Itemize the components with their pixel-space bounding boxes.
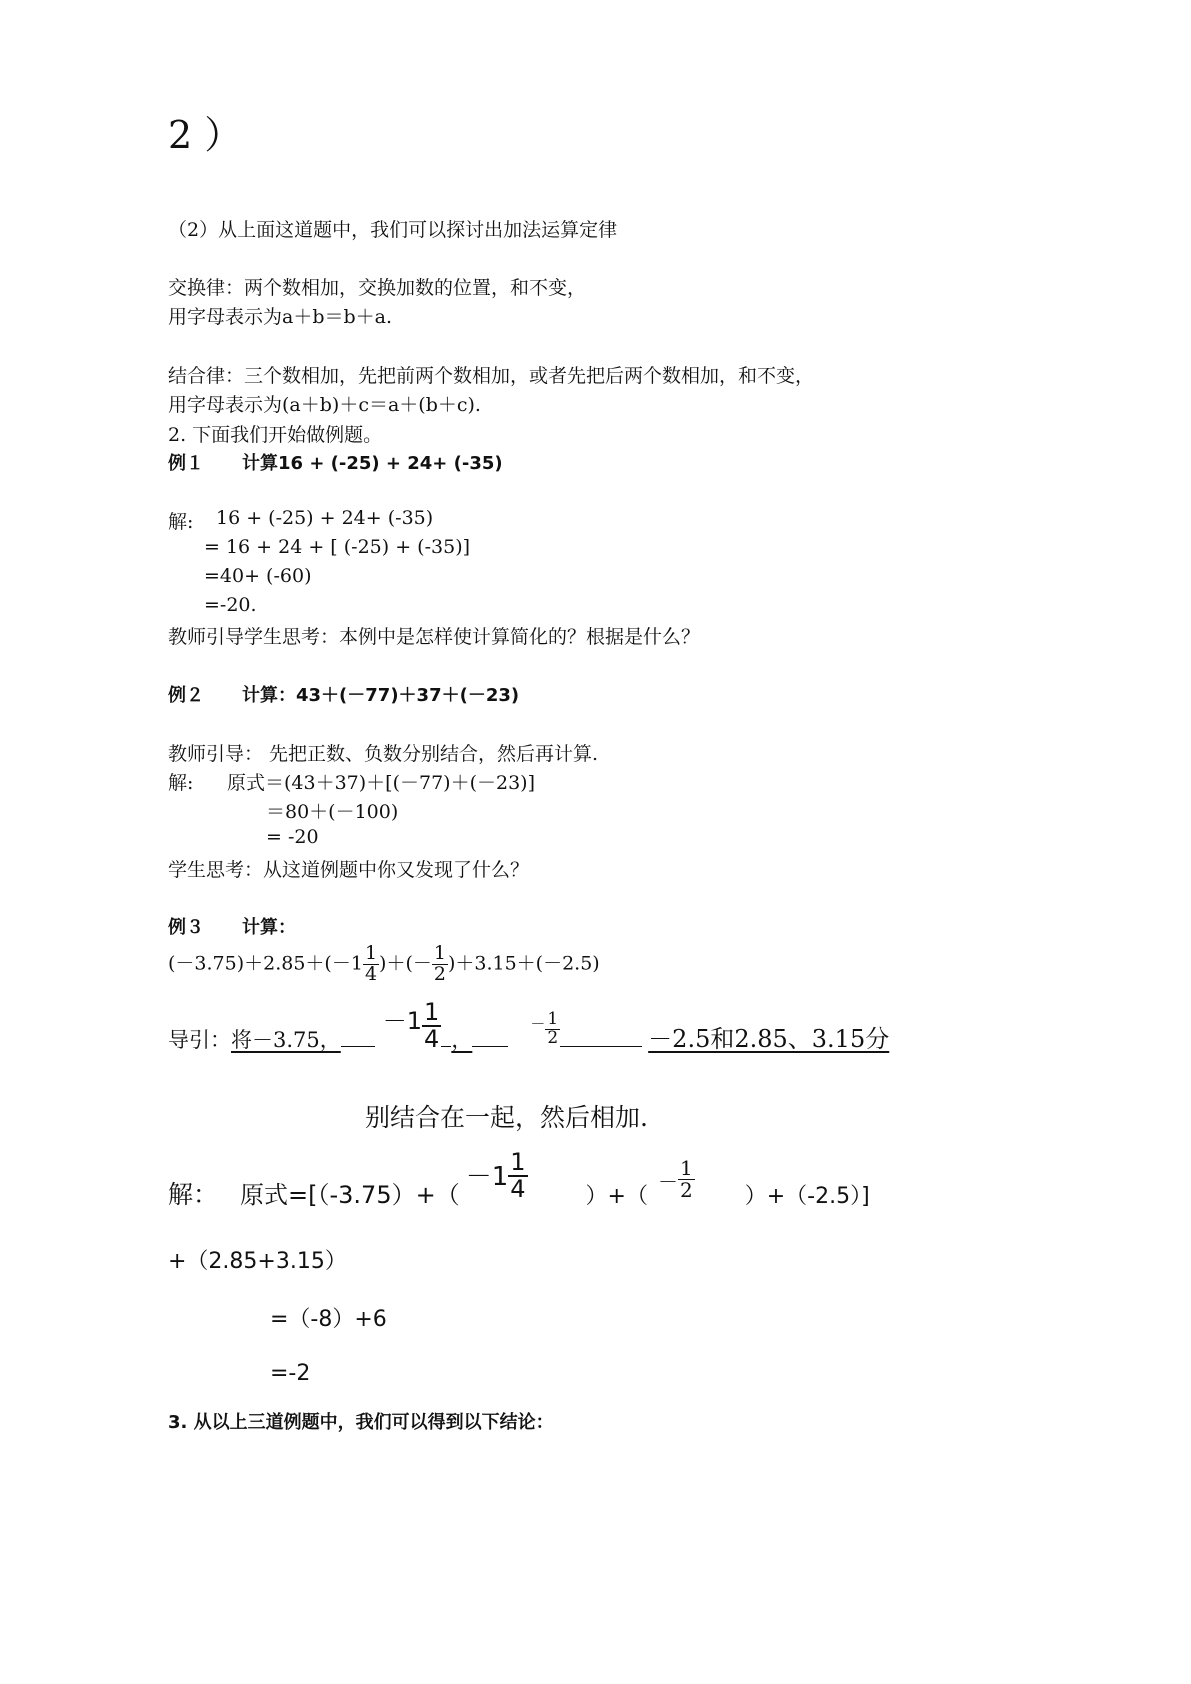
step-3-conclusion: 3. 从以上三道例题中，我们可以得到以下结论：: [168, 1412, 554, 1433]
example-3-guide-line-2: 别结合在一起，然后相加.: [365, 1103, 648, 1132]
section-heading: 2 ）: [168, 113, 243, 157]
example-3-solution-line-4: =-2: [270, 1361, 311, 1386]
guide-part-1: 将－3.75，: [231, 1028, 341, 1053]
example-1-title: 计算16 + (-25) + 24+ (-35): [242, 453, 503, 474]
guide-comma: ，: [451, 1028, 473, 1053]
mixed-number-fraction: [422, 1000, 441, 1052]
step-2-text: 2. 下面我们开始做例题。: [168, 424, 383, 446]
fraction-denominator: 2: [679, 1178, 693, 1203]
commutative-formula: 用字母表示为a＋b＝b＋a.: [168, 306, 393, 328]
blank-line: [472, 1045, 508, 1047]
example-3-solution: [168, 1150, 870, 1211]
example-3-label: 例３: [168, 917, 204, 938]
example-1-step-1: 16 + (-25) + 24+ (-35): [216, 507, 434, 529]
example-1-step-3: =40+ (-60): [204, 565, 312, 587]
fraction-one-half: [545, 1011, 560, 1048]
fraction-numerator: 1: [510, 1148, 526, 1176]
example-2-step-1: 原式＝(43＋37)＋[(－77)＋(－23)]: [227, 772, 536, 794]
associative-law: 结合律：三个数相加，先把前两个数相加，或者先把后两个数相加，和不变，: [168, 365, 815, 387]
expression-part: (－3.75)＋2.85＋(－1: [168, 952, 363, 975]
mixed-number-whole: －1: [382, 1007, 423, 1036]
blank-line: [441, 1045, 451, 1047]
guide-prefix: 导引：: [168, 1028, 231, 1053]
intro-text: （2）从上面这道题中，我们可以探讨出加法运算定律: [168, 219, 618, 241]
fraction-numerator: 1: [364, 942, 378, 964]
example-1-step-4: =-20.: [204, 594, 257, 616]
fraction-denominator: 4: [364, 962, 378, 985]
example-2-guide: 教师引导： 先把正数、负数分别结合，然后再计算.: [168, 743, 599, 765]
guide-part-3-text: －2.5和2.85、3.15分: [648, 1025, 890, 1054]
blank-line: [341, 1045, 375, 1047]
blank-line: [560, 1045, 642, 1047]
associative-formula: 用字母表示为(a＋b)＋c＝a＋(b＋c).: [168, 394, 481, 416]
expression-part: )＋(－: [379, 952, 432, 975]
example-3-guide: [168, 1000, 889, 1054]
example-3-title: 计算：: [242, 917, 296, 938]
solution-part-a: 原式=[（-3.75）+（: [240, 1181, 460, 1210]
example-2-student-prompt: 学生思考：从这道例题中你又发现了什么？: [168, 859, 530, 881]
example-2-label: 例２: [168, 685, 204, 706]
expression-part: )＋3.15＋(－2.5): [447, 952, 600, 975]
fraction-denominator: 2: [433, 962, 446, 985]
fraction-numerator: 1: [547, 1009, 559, 1030]
solution-part-c: ）+（-2.5）]: [744, 1184, 870, 1210]
example-2-step-2: ＝80＋(－100): [266, 801, 399, 823]
fraction-denominator: 4: [510, 1175, 526, 1204]
fraction-one-quarter: [363, 944, 379, 985]
example-3-solution-line-2: +（2.85+3.15）: [168, 1249, 347, 1274]
guide-part-3: [642, 1025, 889, 1053]
example-2-title: 计算：43＋(－77)＋37＋(－23): [242, 685, 520, 706]
example-1-label: 例１: [168, 453, 204, 474]
fraction-denominator: 2: [547, 1028, 559, 1049]
commutative-law: 交换律：两个数相加，交换加数的位置，和不变，: [168, 277, 587, 299]
fraction-denominator: 4: [424, 1025, 440, 1054]
mixed-number-fraction: [508, 1150, 527, 1202]
example-1-step-2: = 16 + 24 + [ (-25) + (-35)]: [204, 536, 471, 558]
fraction-one-half: [678, 1158, 695, 1201]
fraction-numerator: 1: [433, 942, 446, 964]
example-3-solution-line-3: =（-8）+6: [270, 1307, 387, 1332]
example-1-solution-prefix: 解:: [168, 511, 194, 533]
negative-sign: －: [530, 1015, 546, 1034]
fraction-numerator: 1: [679, 1156, 693, 1181]
solution-part-b: ）+（: [585, 1184, 648, 1210]
mixed-number-whole: －1: [465, 1162, 509, 1193]
example-2-solution-prefix: 解:: [168, 772, 194, 794]
fraction-numerator: 1: [424, 998, 440, 1026]
example-2-step-3: = -20: [266, 826, 319, 848]
negative-sign: －: [657, 1170, 678, 1195]
example-3-expression: [168, 944, 600, 985]
solution-prefix: 解：: [168, 1180, 219, 1210]
example-1-teacher-prompt: 教师引导学生思考：本例中是怎样使计算简化的？根据是什么？: [168, 626, 701, 648]
fraction-one-half: [432, 944, 448, 985]
